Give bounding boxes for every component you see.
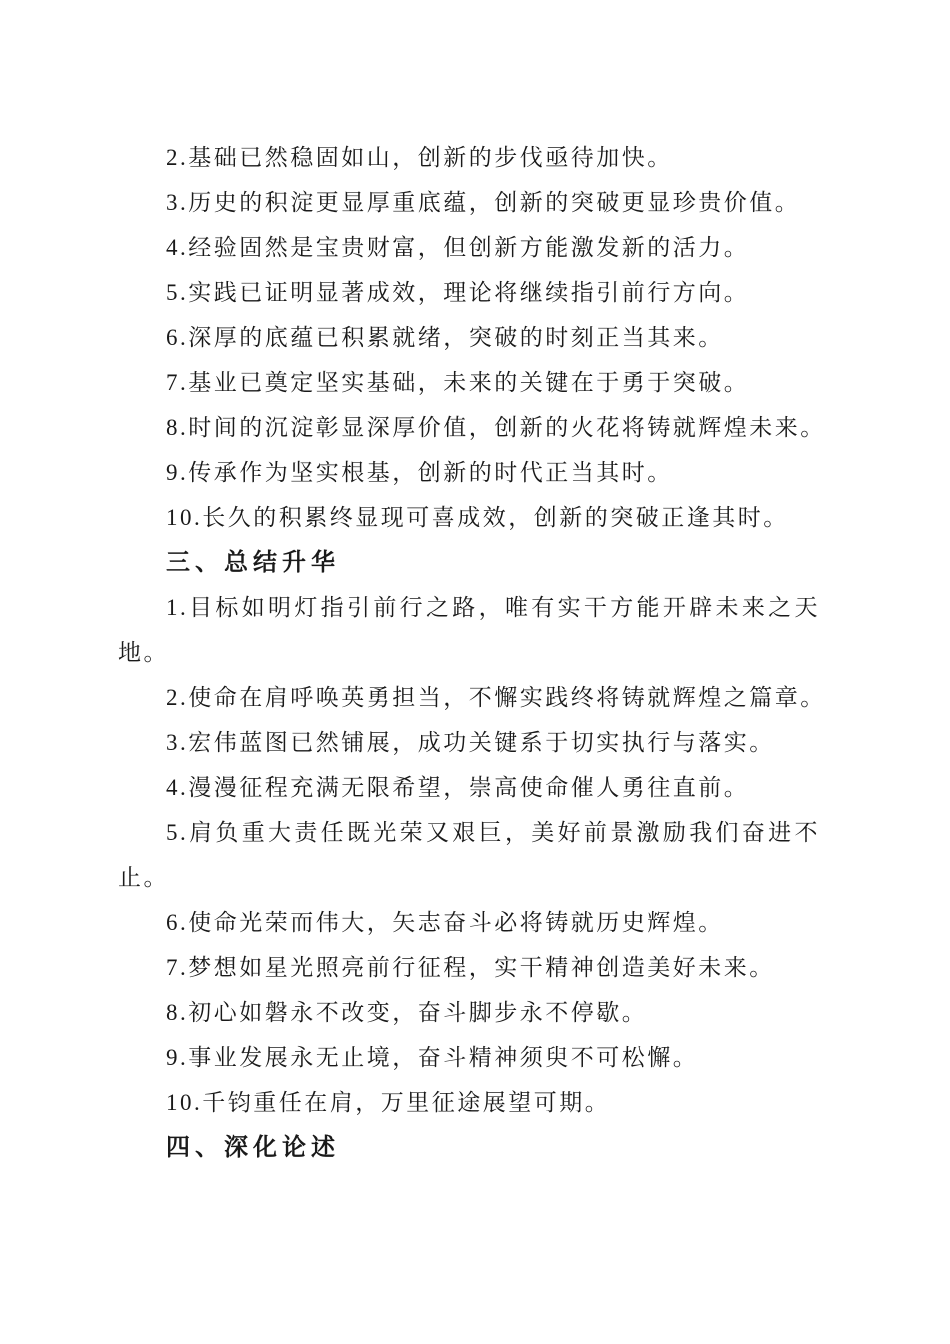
- list-item: 8.初心如磐永不改变，奋斗脚步永不停歇。: [166, 1000, 648, 1025]
- list-item-line-first: 5.肩负重大责任既光荣又艰巨，美好前景激励我们奋进不: [166, 820, 820, 845]
- list-item: 3.宏伟蓝图已然铺展，成功关键系于切实执行与落实。: [166, 730, 775, 755]
- list-item: 5.实践已证明显著成效，理论将继续指引前行方向。: [166, 280, 750, 305]
- document-page: [118, 135, 826, 1170]
- list-item: 6.深厚的底蕴已积累就绪，突破的时刻正当其来。: [166, 325, 724, 350]
- list-item: 7.基业已奠定坚实基础，未来的关键在于勇于突破。: [166, 370, 750, 395]
- list-item: 9.事业发展永无止境，奋斗精神须臾不可松懈。: [166, 1045, 699, 1070]
- list-item-line-first: 1.目标如明灯指引前行之路，唯有实干方能开辟未来之天: [166, 595, 820, 620]
- list-item: 2.基础已然稳固如山，创新的步伐亟待加快。: [166, 145, 673, 170]
- list-item-line-continuation: 止。: [118, 865, 169, 890]
- list-item: 10.长久的积累终显现可喜成效，创新的突破正逢其时。: [166, 505, 789, 530]
- list-item-line-continuation: 地。: [118, 640, 169, 665]
- list-item: 3.历史的积淀更显厚重底蕴，创新的突破更显珍贵价值。: [166, 190, 801, 215]
- list-item: 8.时间的沉淀彰显深厚价值，创新的火花将铸就辉煌未来。: [166, 415, 826, 440]
- list-item: 2.使命在肩呼唤英勇担当，不懈实践终将铸就辉煌之篇章。: [166, 685, 826, 710]
- list-item: 9.传承作为坚实根基，创新的时代正当其时。: [166, 460, 673, 485]
- list-item: 7.梦想如星光照亮前行征程，实干精神创造美好未来。: [166, 955, 775, 980]
- list-item: 6.使命光荣而伟大，矢志奋斗必将铸就历史辉煌。: [166, 910, 724, 935]
- list-item: 10.千钧重任在肩，万里征途展望可期。: [166, 1090, 611, 1115]
- section-heading: 三、总结升华: [166, 549, 340, 576]
- list-item: 4.漫漫征程充满无限希望，崇高使命催人勇往直前。: [166, 775, 750, 800]
- section-heading: 四、深化论述: [166, 1134, 340, 1161]
- list-item: 4.经验固然是宝贵财富，但创新方能激发新的活力。: [166, 235, 750, 260]
